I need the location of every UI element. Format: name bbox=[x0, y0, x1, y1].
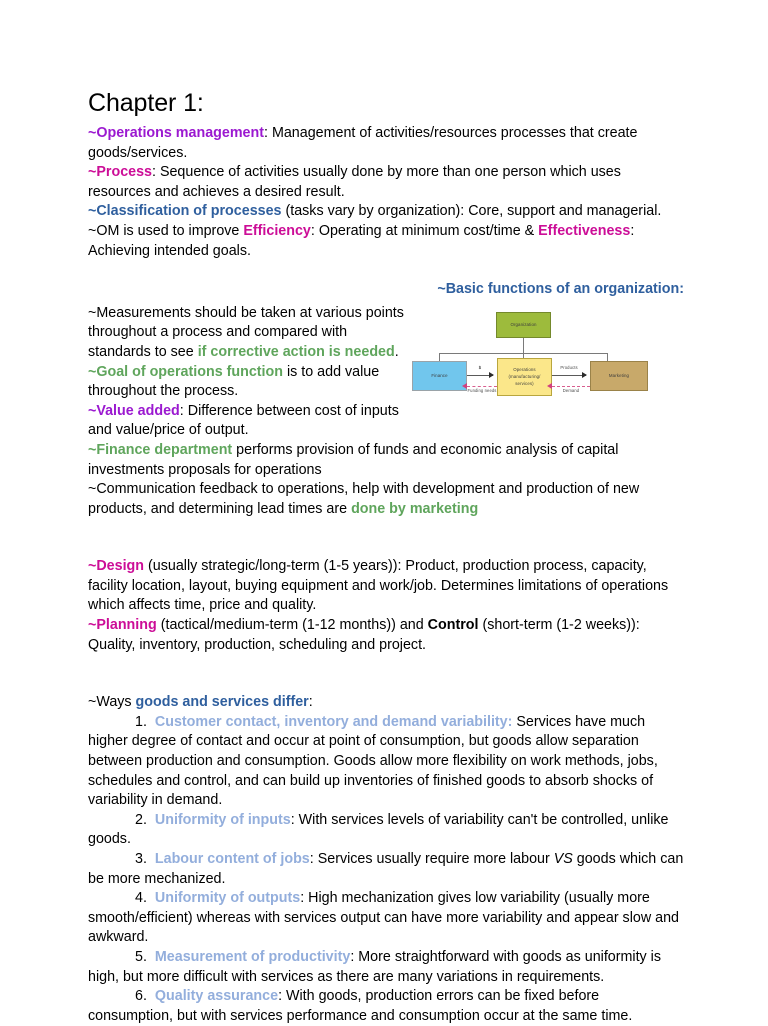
figure-heading bbox=[88, 280, 684, 300]
classification-tail: : Achieving intended goals. bbox=[88, 222, 635, 259]
ways-list bbox=[88, 713, 684, 1026]
list-item-body: : With services levels of variability can't be controlled, unlike goods. bbox=[88, 811, 669, 848]
classification-mid-1: (tasks vary by organization): Core, support and managerial. ~OM is used to improve bbox=[88, 203, 662, 239]
term-classification-of-processes: ~Classification of processes bbox=[88, 203, 282, 220]
definition-operations-management-body: : Management of activities/resources processes that create goods/services. bbox=[88, 125, 638, 161]
definition-process-body: : Sequence of activities usually done by more than one person which uses resources and achieves a desired result. bbox=[88, 164, 621, 200]
design-body: (usually strategic/long-term (1-5 years)): Product, production process, capacity, facility location, layout, buying equipment and work/job. Determines limitations of operations which affects time, price and quality. bbox=[88, 558, 669, 614]
paragraph-ways-intro bbox=[88, 693, 684, 713]
term-corrective-action: if corrective action is needed bbox=[197, 343, 395, 360]
figure-heading-text: ~Basic functions of an organization: bbox=[437, 281, 684, 298]
diagram-label-finance: Finance bbox=[431, 372, 448, 378]
list-item bbox=[88, 889, 684, 948]
list-item-body: : More straightforward with goods as uniformity is high, but more difficult with services as there are many variations in requirements. bbox=[88, 948, 662, 985]
list-item-heading: Measurement of productivity bbox=[154, 948, 351, 965]
list-item-heading: Uniformity of outputs bbox=[154, 890, 301, 907]
paragraph-classification-of-processes bbox=[88, 202, 684, 261]
connector-organization-vertical bbox=[523, 338, 524, 354]
connector-marketing-drop bbox=[607, 353, 608, 361]
ways-intro-post: : bbox=[308, 694, 313, 711]
diagram-label-products: Products bbox=[560, 364, 578, 370]
diagram-label-organization: Organization bbox=[510, 321, 537, 327]
diagram-label-operations bbox=[508, 366, 540, 388]
planning-mid: (tactical/medium-term (1-12 months)) and bbox=[156, 617, 428, 634]
diagram-label-funding-needs: Funding needs bbox=[467, 387, 497, 393]
term-goods-and-services-differ: goods and services differ bbox=[135, 694, 309, 711]
list-item bbox=[88, 850, 684, 889]
term-done-by-marketing: done by marketing bbox=[351, 500, 479, 517]
paragraph-design bbox=[88, 557, 684, 616]
term-control: Control bbox=[427, 617, 479, 634]
list-item-heading: Quality assurance bbox=[154, 988, 279, 1005]
paragraph-value-added bbox=[88, 402, 408, 441]
spacer bbox=[88, 261, 684, 280]
finance-department-body: performs provision of funds and economic analysis of capital investments proposals for operations bbox=[88, 441, 619, 478]
arrow-funding-needs-icon bbox=[467, 386, 497, 387]
list-item bbox=[88, 987, 684, 1026]
paragraph-finance-department bbox=[88, 441, 684, 480]
diagram-box-operations bbox=[497, 358, 552, 396]
list-item bbox=[88, 713, 684, 811]
organization-functions-diagram bbox=[412, 308, 678, 412]
list-item-body: : With goods, production errors can be fixed before consumption, but with services performance and consumption occur at the same time. bbox=[88, 988, 633, 1024]
definition-operations-management bbox=[88, 124, 684, 163]
term-effectiveness: Effectiveness bbox=[538, 222, 631, 239]
list-item-body: Services have much higher degree of contact and occur at point of consumption, but goods allow separation between production and consumption. Goods allow more flexibility on work methods, jobs, schedules and control, and can build up inventories of finished goods to absorb shocks of variability in demand. bbox=[88, 713, 658, 809]
diagram-label-demand: Demand bbox=[562, 387, 580, 393]
diagram-label-operations-line3: services) bbox=[515, 381, 534, 387]
definition-process bbox=[88, 163, 684, 202]
list-item-number: 6. bbox=[135, 988, 147, 1005]
measurements-pre: ~Measurements should be taken at various points throughout a process and compared with standards to see bbox=[88, 304, 404, 360]
classification-mid-2: : Operating at minimum cost/time & bbox=[310, 222, 539, 239]
term-efficiency: Efficiency bbox=[243, 222, 311, 239]
measurements-post: . bbox=[394, 343, 399, 360]
term-planning: ~Planning bbox=[88, 617, 157, 634]
list-item-body: : High mechanization gives low variability (usually more smooth/efficient) whereas with services output can have more variability and appear slow and awkward. bbox=[88, 890, 679, 946]
diagram-label-money: $ bbox=[478, 364, 482, 370]
list-item-heading: Labour content of jobs bbox=[154, 851, 310, 867]
list-item-body-pre: : Services usually require more labour bbox=[309, 851, 554, 867]
arrow-finance-to-operations-icon bbox=[467, 375, 493, 376]
arrow-demand-icon bbox=[552, 386, 590, 387]
diagram-box-finance bbox=[412, 361, 467, 391]
term-finance-department: ~Finance department bbox=[88, 441, 233, 458]
term-process: ~Process bbox=[88, 164, 152, 181]
spacer bbox=[88, 519, 684, 538]
value-added-body: : Difference between cost of inputs and value/price of output. bbox=[88, 402, 399, 439]
diagram-label-operations-line2: (manufacturing/ bbox=[508, 374, 541, 380]
list-item bbox=[88, 948, 684, 987]
communication-pre: ~Communication feedback to operations, help with development and production of new products, and determining lead times are bbox=[88, 481, 640, 517]
list-item-body-emphasis: VS bbox=[553, 851, 573, 867]
list-item-heading: Uniformity of inputs bbox=[154, 811, 291, 828]
spacer bbox=[88, 674, 684, 693]
diagram-label-operations-line1: Operations bbox=[513, 366, 536, 372]
list-item-number: 5. bbox=[135, 948, 147, 965]
goal-body: is to add value throughout the process. bbox=[88, 363, 380, 400]
paragraph-communication bbox=[88, 480, 684, 519]
diagram-label-marketing: Marketing bbox=[608, 372, 630, 378]
term-goal-of-operations-function: ~Goal of operations function bbox=[88, 363, 283, 380]
arrow-operations-to-marketing-icon bbox=[552, 375, 586, 376]
diagram-box-marketing bbox=[590, 361, 648, 391]
term-operations-management: ~Operations management bbox=[88, 125, 264, 141]
spacer bbox=[88, 538, 684, 557]
paragraph-measurements bbox=[88, 304, 408, 363]
list-item-number: 3. bbox=[135, 851, 147, 867]
page-title: Chapter 1: bbox=[88, 89, 204, 117]
list-item-heading: Customer contact, inventory and demand variability: bbox=[154, 713, 513, 730]
list-item-number: 4. bbox=[135, 890, 147, 907]
list-item bbox=[88, 811, 684, 850]
paragraph-goal-of-operations bbox=[88, 363, 408, 402]
term-value-added: ~Value added bbox=[88, 402, 180, 419]
planning-tail: (short-term (1-2 weeks)): Quality, inventory, production, scheduling and project. bbox=[88, 617, 640, 653]
figure-column bbox=[412, 308, 684, 412]
diagram-box-organization bbox=[496, 312, 551, 338]
connector-finance-drop bbox=[439, 353, 440, 361]
paragraph-planning bbox=[88, 616, 684, 655]
spacer bbox=[88, 655, 684, 674]
left-text-column bbox=[88, 304, 408, 441]
list-item-body-post: goods which can be more mechanized. bbox=[88, 851, 684, 887]
list-item-number: 2. bbox=[135, 811, 147, 828]
term-design: ~Design bbox=[88, 558, 145, 575]
figure-text-wrap bbox=[88, 304, 684, 441]
list-item-number: 1. bbox=[135, 713, 147, 730]
ways-intro-pre: ~Ways bbox=[88, 694, 136, 711]
